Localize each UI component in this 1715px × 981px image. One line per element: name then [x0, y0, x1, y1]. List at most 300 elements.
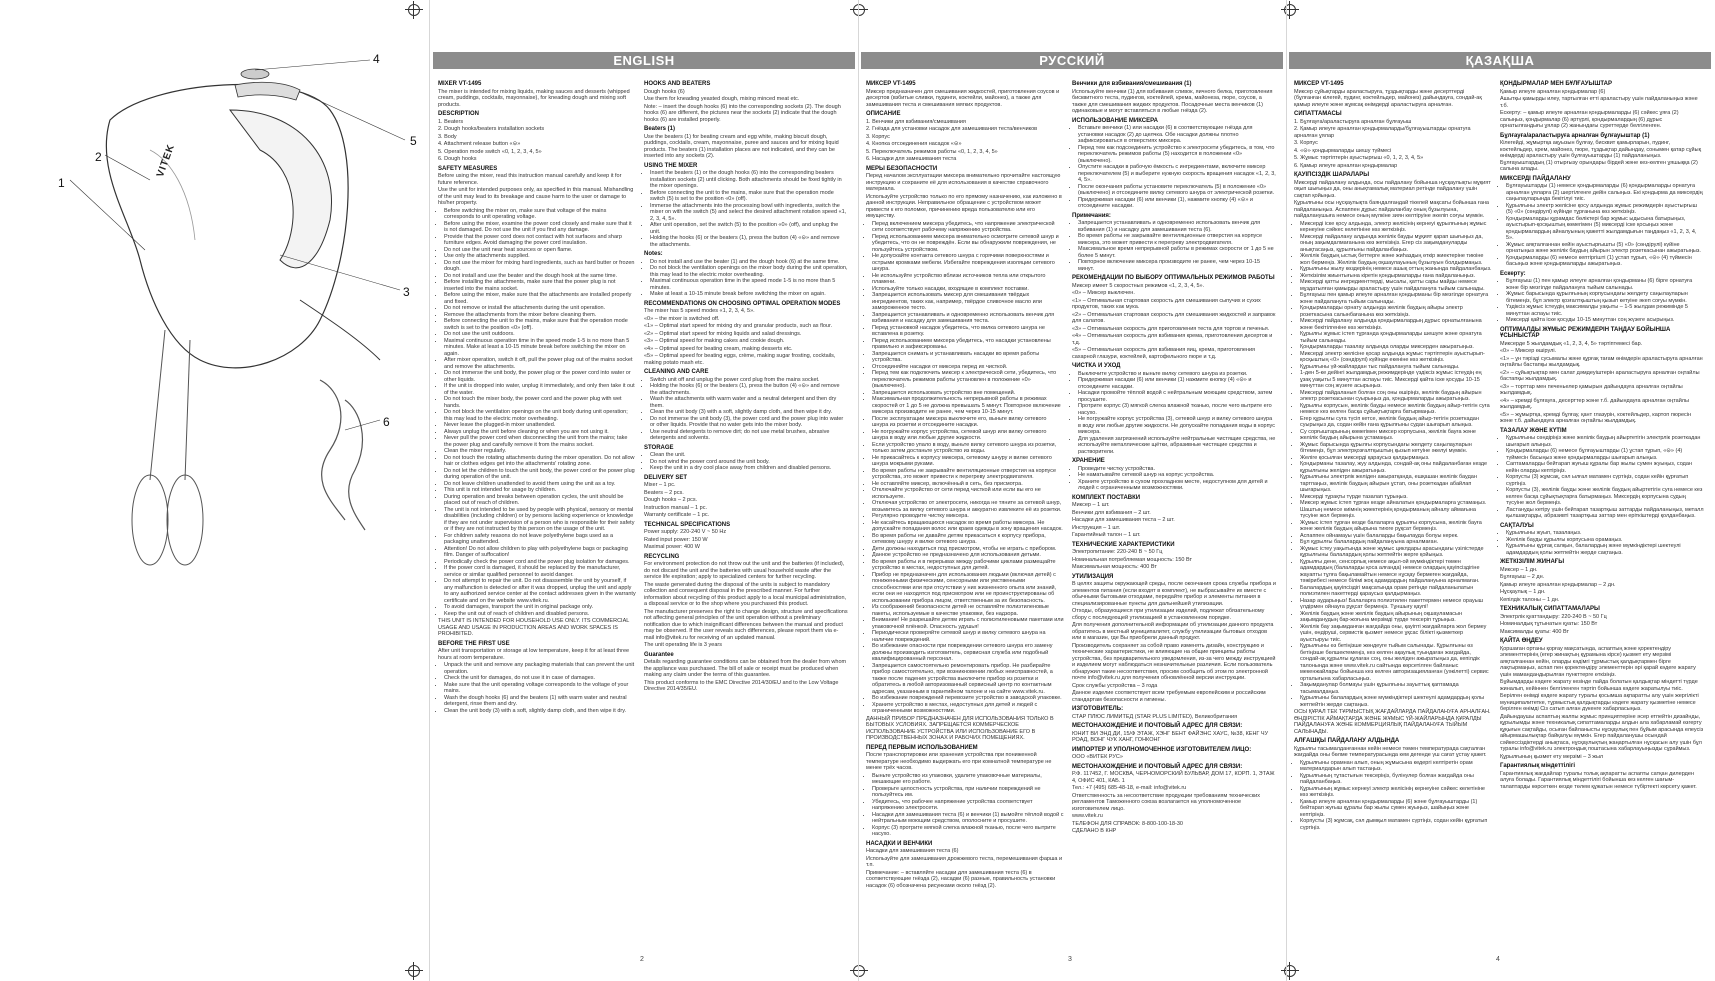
list-item: • Данное устройство не предназначено для использования детьми. — [872, 552, 1064, 559]
list-item: • Clean the unit body (3) with a soft, slightly damp cloth, and then wipe it dry. — [444, 708, 636, 715]
list-item: • Before installing the attachments, make sure that the power plug is not inserted into the mains socket. — [444, 279, 636, 292]
list-item: • Используйте только насадки, входящие в комплект поставки. — [872, 286, 1064, 293]
list-item: • Миксерді электр желісіне қосар алдында жұмыс тәртіптерін ауыстырып-қосқыштың «0» (сөндірулі) күйінде екеніне көз жеткізіңіз. — [1300, 351, 1492, 364]
brand-logo: VITEK — [155, 142, 178, 179]
paragraph: The manufacturer preserves the right to change design, structure and specifications not affecting general principles of the unit operation without a preliminary notification due to which insignificant differences between the manual and product may be observed. If the user reveals such differences, please report them via e-mail info@vitek.ru for receiving of an updated manual. — [644, 608, 848, 641]
list-item: • Switch unit off and unplug the power cord plug from the mains socket. — [650, 377, 848, 384]
list-item: • Перед использованием миксера внимательно осмотрите сетевой шнур и убедитесь, что он не повреждён. Если вы обнаружили повреждения, не пользуйтесь устройством. — [872, 234, 1064, 254]
list-item: • Never leave the plugged-in mixer unattended. — [444, 422, 636, 429]
paragraph: Use the unit for intended purposes only, as specified in this manual. Mishandling of the unit may lead to its breakage and cause harm to the user or damage to his/her property. — [438, 187, 634, 206]
list-item: • Зақымданулар болмауы үшін құрылғыны зауыттық қаптамада тасымалдаңыз. — [1300, 682, 1492, 695]
section-heading: Бұлғауға/араластыруға арналған бұлғауыштар (1) — [1500, 132, 1650, 139]
list-item: • Жеткізілім жиынтығына кіретін қондырмаларды ғана пайдаланыңыз. — [1300, 273, 1492, 280]
paragraph: После транспортировки или хранения устройства при пониженной температуре необходимо выдержать его при комнатной температуре не менее трёх часов. — [866, 752, 1052, 771]
paragraph: The unit operating life is 3 years — [644, 642, 722, 648]
section-heading: Венчики для взбивания/смешивания (1) — [1072, 81, 1192, 87]
list-item: • Do not wind the power cord around the unit body. — [650, 459, 848, 466]
list-item: • Проверьте целостность устройства, при наличии повреждений не пользуйтесь им. — [872, 786, 1064, 799]
bullet-list — [1072, 125, 1276, 210]
list-item: • Құрылғы жұмыс істеп тұрғанда қондырмаларды шешуге және орнатуға тыйым салынады. — [1300, 331, 1492, 344]
section-heading: АЛҒАШҚЫ ПАЙДАЛАНУ АЛДЫНДА — [1294, 738, 1400, 744]
bullet-list — [438, 662, 636, 714]
paragraph: Миксерді пайдалану алдында, осы пайдалану бойынша нұсқаулықты мұқият оқып шығыңыз да, оны анықтамалық материал ретінде пайдалану үшін сақтап қойыңыз. — [1294, 179, 1491, 199]
list-item: • Перед установкой насадок убедитесь, что вилка сетевого шнура не вставлена в розетку. — [872, 325, 1064, 338]
page-number: 2 — [640, 956, 644, 963]
paragraph: «3» – Оптимальная скорость для приготовления теста для тортов и печенья. — [1072, 325, 1270, 332]
paragraph: Тел.: +7 (495) 685-48-18, e-mail: info@vitek.ru — [1072, 785, 1187, 791]
paragraph: Кілегейді, жұмыртқа ақуызын бұлғау, бисквит қамырларын, пудинг, коктейльдер, крем, майонез, пюре, тұздықтар дайындау, сонымен қатар сұйық өнімдерді араластыру үшін бұлғауыштарды (1) пайдаланыңыз. Бұлғауыштардың (1) отырғызу орындары бірдей және кез-келген ұяшыққа (2) салына алады. — [1500, 140, 1701, 172]
paragraph: СДЕЛАНО В КНР — [1072, 828, 1117, 834]
paragraph: 3. Корпус — [866, 133, 890, 140]
paragraph: «5» – Optimal speed for beating eggs, crème, making sugar frosting, cocktails, making potato mash etc. — [644, 353, 836, 366]
paragraph: 5. Operation mode switch «0, 1, 2, 3, 4, 5» — [438, 148, 542, 155]
paragraph: Қамыр илеуге арналған қондырмалар – 2 дн. — [1500, 581, 1616, 588]
list-item: • If the power cord is damaged, it should be replaced by the manufacturer, service or similar qualified personnel to avoid danger. — [444, 565, 636, 578]
list-item: • Before connecting the unit to the mains, make sure that the operation mode switch (5) is set to the position «0» (off). — [650, 190, 848, 203]
list-item: • Remove the attachments from the mixer before cleaning them. — [444, 312, 636, 319]
page-number: 3 — [1068, 956, 1072, 963]
list-item: • Запрещается снимать и устанавливать насадки во время работы устройства. — [872, 351, 1064, 364]
section-heading: Beaters (1) — [644, 126, 676, 132]
list-item: • Clean the unit body (3) with a soft, slightly damp cloth, and then wipe it dry. — [650, 409, 848, 416]
list-item: • Миксерді тұрақты түрде тазалап тұрыңыз. — [1300, 494, 1492, 501]
list-item: • Проведите чистку устройства. — [1078, 466, 1276, 473]
list-item: • Отсоединяйте насадки от миксера перед их чисткой. — [872, 364, 1064, 371]
list-item: • Do not install and use the beater and the dough hook at the same time. — [444, 273, 636, 280]
paragraph: Для получения дополнительной информации об утилизации данного продукта обратитесь в местный муниципалитет, службу утилизации бытовых отходов или в магазин, где Вы приобрели данный продукт. — [1072, 622, 1274, 641]
list-item: • Attention! Do not allow children to play with polyethylene bags or packaging film. Danger of suffocation! — [444, 546, 636, 559]
paragraph: 5. Переключатель режимов работы «0, 1, 2, 3, 4, 5» — [866, 148, 998, 155]
list-item: • To avoid damages, transport the unit in original package only. — [444, 604, 636, 611]
paragraph: 4. Attachment release button «⊝» — [438, 141, 521, 147]
list-item: • Қондырманы тазалау, жуу алдында, сондай-ақ оны пайдаланбаған кезде құрылғыны желіден ажыратыңыз. — [1300, 461, 1492, 474]
list-item: • Придерживая насадки (6) или венчики (1), нажмите кнопку (4) «⊝» и отсоедините насадки. — [1078, 197, 1276, 210]
list-item: • Бұлғауыш пен қамыр илеуге арналған қондырманы бір мезгілде орнатуға және пайдалануға тыйым салынады. — [1300, 292, 1492, 305]
paragraph: www.vitek.ru — [1072, 813, 1103, 819]
paragraph: Используйте устройство только по его прямому назначению, как изложено в данной инструкции. Неправильное обращение с устройством может привести к его поломке, причинению вреда пользователю или его имуществу. — [866, 193, 1062, 219]
paragraph: The mixer is intended for mixing liquids, making sauces and desserts (whipped cream, puddings, cocktails, mayonnaise), for kneading dough and mixing soft products. — [438, 88, 630, 108]
paragraph: Производитель сохраняет за собой право изменять дизайн, конструкцию и технические характеристики, не влияющие на общие принципы работы устройства, без предварительного уведомления, из-за чего между инструкцией и изделием могут наблюдаться незначительные различия. Если пользователь обнаружил такие несоответствия, просим сообщить об этом по электронной почте info@vitek.ru для получения обновлённой версии инструкции. — [1072, 642, 1276, 681]
list-item: • Перед тем как подсоединить устройство к электросети убедитесь, в том, что переключатель режимов работы (5) находится в положении «0» (выключено). — [1078, 145, 1276, 165]
list-item: • Убедитесь, что рабочее напряжение устройства соответствует напряжению электросети. — [872, 799, 1064, 812]
section-heading: ЖЕТКІЗІЛІМ ЖИНАҒЫ — [1500, 559, 1565, 565]
list-item: • Құрылғыны жуып, тазалаңыз. — [1506, 530, 1704, 537]
list-item: • For children safety reasons do not leave polyethylene bags used as a packaging unattended. — [444, 533, 636, 546]
list-item: • Миксерді пайдалану алдында желілік бауды мұқият қарап шығыңыз да, оның зақымдалмағанына көз жеткізіңіз. Егер сіз зақымдануларды анықтасаңыз, құрылғыны пайдаланбаңыз. — [1300, 234, 1492, 254]
section-heading: НАСАДКИ И ВЕНЧИКИ — [866, 840, 933, 847]
bullet-list — [1072, 371, 1276, 456]
list-item: • Во избежание повреждений перевозите устройство в заводской упаковке. — [872, 695, 1064, 702]
paragraph: Миксер имеет 5 скоростных режимов «1, 2, 3, 4, 5». — [1072, 282, 1205, 289]
paragraph: «4» – Optimal speed for beating cream, making desserts etc. — [644, 345, 793, 352]
paragraph: «3» – торттар мен печеньелер қамырын дайындауға арналған оңтайлы жылдамдық. — [1500, 383, 1683, 396]
paragraph: Электропитание: 220-240 В ~ 50 Гц — [1072, 549, 1163, 555]
list-item: • Clean the unit. — [650, 452, 848, 459]
list-item: • Желілік бау зақымданған жағдайда оны, қауіпті жағдайларға жол бермеу үшін, өндіруші, сервистік қызмет немесе ұқсас білікті қызметкер ауыстыруы тиіс. — [1300, 624, 1492, 644]
paragraph: Данное изделие соответствует всем требуемым европейским и российским стандартам безопасности и гигиены. — [1072, 690, 1266, 703]
list-item: • Құрылғы корпусын, желілік бауды немесе желілік баудың айыр-тетігін суға немесе кез келген басқа сұйықтықтарға батырмаңыз. — [1300, 403, 1492, 416]
list-item: • Желілік баудың және желілік баудың айырының оқшауламасын зақымданудың бар-жоғына мерзімді түрде тексеріп тұрыңыз. — [1300, 611, 1492, 624]
section-heading: СИПАТТАМАСЫ — [1294, 111, 1342, 117]
list-item: • Регулярно проводите чистку миксера. — [872, 513, 1064, 520]
section-heading: Guarantee — [644, 651, 674, 658]
paragraph: Миксер предназначен для смешивания жидкостей, приготовления соусов и десертов (взбитые сливки, пудинги, коктейли, майонез), а также для замешивания теста и смешивания мягких продуктов. — [866, 88, 1060, 108]
list-item: • Отключая устройство от электросети, никогда не тяните за сетевой шнур, возьмитесь за вилку сетевого шнура и аккуратно извлеките её из розетки. — [872, 500, 1064, 513]
list-item: • Құрылғыны электр желісіне қосу алдында жұмыс режимдерін ауыстырғыш (5) «0» (сөндірулі) күйінде тұрғанына көз жеткізіңіз. — [1506, 203, 1704, 216]
list-item: • Do not let the children to touch the unit body, the power cord or the power plug during operation of the unit. — [444, 468, 636, 481]
paragraph: Используйте венчики (1) для взбивания сливок, яичного белка, приготовления бисквитного теста, пудингов, коктейлей, крема, майонеза, пюре, соусов, а также для смешивания жидких продуктов. Посадочные места венчиков (1) одинаковые и могут вставляться в любые гнёзда (2). — [1072, 88, 1273, 114]
section-heading: КОМПЛЕКТ ПОСТАВКИ — [1072, 494, 1141, 501]
list-item: • Құрылғыны үй-жайлардан тыс пайдалануға тыйым салынады. — [1300, 364, 1492, 371]
list-item: • Вставьте венчики (1) или насадки (6) в соответствующие гнёзда для установки насадок (2) до щелчка. Обе насадки должны плотно зафиксироваться в отверстиях миксера. — [1078, 125, 1276, 145]
list-item: • Бұлғауыштарды (1) немесе қондырмаларды (6) қондырмаларды орнатуға арналған ұяларға (2) шертілгенге дейін салыңыз. Екі қондырма да миксердің саңылауларында бекітілуі тиіс. — [1506, 183, 1704, 203]
list-item: • Егер құрылғы суға түсіп кетсе, желілік баудың айыр-тетігін розеткадан суырыңыз да, содан кейін ғана құрылғыны судан шығарып алыңыз. — [1300, 416, 1492, 429]
section-heading: РЕКОМЕНДАЦИИ ПО ВЫБОРУ ОПТИМАЛЬНЫХ РЕЖИМОВ РАБОТЫ — [1072, 275, 1275, 281]
list-item: • Саптамаларды бейтарап жуғыш құралы бар жылы сумен жуыңыз, содан кейін оларды кептіріңіз. — [1506, 461, 1704, 474]
list-item: • Насадки для замешивания теста (6) и венчики (1) вымойте тёплой водой с нейтральным моющим средством, ополосните и просушите. — [872, 812, 1064, 825]
list-item: • Құрылғының тұтастығын тексеріңіз, бүлінулер болған жағдайда оны пайдаланбаңыз. — [1300, 773, 1492, 786]
bullet-list — [866, 773, 1064, 838]
section-heading: ЧИСТКА И УХОД — [1072, 363, 1121, 369]
list-item: • This unit is not intended for usage by children. — [444, 487, 636, 494]
page-english — [430, 0, 858, 981]
paragraph: ТЕЛЕФОН ДЛЯ СПРАВОК: 8-800-100-18-30 — [1072, 820, 1183, 827]
list-item: • Қондырмаларды тазалау алдында оларды миксерден ажыратыңыз. — [1300, 344, 1492, 351]
list-item: • Do not remove or install the attachments during the unit operation. — [444, 305, 636, 312]
list-item: • Су сорғыштарының көмегімен миксер корпусына, желілік бауға және желілік баудың айырына ұстамаңыз. — [1300, 429, 1492, 442]
paragraph: «5» – Оптимальная скорость для взбивания яиц, крема, приготовления сахарной глазури, коктейлей, картофельного пюре и т.д. — [1072, 347, 1255, 360]
list-item: • Құрылғыны сөндіріңіз және желілік баудың айыртетігін электрлік розеткадан шығарып алыңыз. — [1506, 435, 1704, 448]
section-heading: ТЕХНИКАЛЫҚ СИПАТТАМАЛАРЫ — [1500, 606, 1600, 612]
list-item: • Make at least a 10-15 minute break before switching the mixer on again. — [650, 291, 848, 298]
section-heading: ИЗГОТОВИТЕЛЬ: — [1072, 706, 1124, 712]
paragraph: 6. Қамыр илеуге арналған қондырмалар — [1294, 162, 1398, 169]
list-item: • Желіге қосылған миксерді қараусыз қалдырмаңыз. — [1300, 455, 1492, 462]
paragraph: THIS UNIT IS INTENDED FOR HOUSEHOLD USE ONLY. ITS COMMERCIAL USAGE AND USAGE IN PRODUCTION AREAS AND WORK SPACES IS PROHIBITED. — [438, 618, 630, 637]
callout-6: 6 — [383, 415, 390, 429]
list-item: • Храните устройство в сухом прохладном месте, недоступном для детей и людей с ограниченными возможностями. — [1078, 479, 1276, 492]
bullet-list — [1072, 220, 1276, 272]
list-item: • Before switching the mixer on, make sure that voltage of the mains corresponds to unit operating voltage. — [444, 208, 636, 221]
paragraph: 6. Насадки для замешивания теста — [866, 156, 957, 162]
list-item: • Before using the mixer, make sure that the attachments are installed properly and fixed. — [444, 292, 636, 305]
list-item: • Құрылғыны электрлік желіден ажыратқанда, ешқашан желілік баудан тартпаңыз, желілік баудың айырын ұстап, оны розеткадан абайлап шығарыңыз. — [1300, 474, 1492, 494]
paragraph: Power supply: 220-240 V ~ 50 Hz — [644, 529, 727, 535]
section-heading: ҚАУІПСІЗДІК ШАРАЛАРЫ — [1294, 172, 1370, 178]
list-item: • Повторное включение миксера производите не ранее, чем через 10-15 минут. — [1078, 259, 1276, 272]
paragraph: Mixer – 1 pc. — [644, 482, 676, 488]
list-item: • Отключайте устройство от сети перед чисткой или если вы его не используете. — [872, 487, 1064, 500]
paragraph: Қамыр илеуге арналған қондырмалар (6) — [1500, 88, 1606, 95]
list-item: • Запрещается устанавливать и одновременно использовать венчик для взбивания (1) и насадку для замешивания теста (6). — [1078, 220, 1276, 233]
list-item: • Во время работы не закрывайте вентиляционные отверстия на корпусе миксера, это может привести к перегреву электродвигателя. — [1078, 233, 1276, 246]
section-heading: CLEANING AND CARE — [644, 369, 709, 375]
paragraph: Ашытқы қамырды илеу, тартылған етті араластыру үшін пайдаланыңыз және т.б. — [1500, 96, 1698, 109]
list-item: • Wash the dough hooks (6) and the beaters (1) with warm water and neutral detergent, rinse them and dry. — [444, 695, 636, 708]
list-item: • Насадки промойте тёплой водой с нейтральным моющим средством, затем просушите. — [1078, 390, 1276, 403]
bullet-list — [438, 208, 636, 618]
list-item: • Бұлғауыш (1) пен қамыр илеуге арналған қондырманы (6) бірге орнатуға және бір мезгілде пайдалануға тыйым салынады. — [1506, 278, 1704, 291]
list-item: • Қондырмаларды орнату алдында желілік баудың айыры электр розеткасына салынбағанына көз жеткізіңіз. — [1300, 305, 1492, 318]
paragraph: The waste generated during the disposal of the units is subject to mandatory collection and consequent disposal in the prescribed manner. For further information about recycling of this product apply to a local municipal administration, a disposal service or to the shop where you purchased this product. — [644, 581, 847, 607]
list-item: • Never pull the power cord when disconnecting the unit from the mains; take the power plug and carefully remove it from the mains socket. — [444, 435, 636, 448]
list-item: • Максимальное время непрерывной работы в режимах скорости от 1 до 5 не более 5 минут. — [1078, 246, 1276, 259]
list-item: • Миксерді пайдаланып болған соң оны өшіріңіз, желілік баудың айырын электр розеткасынан суырыңыз да, қондырмаларды ажыратыңыз. — [1300, 390, 1492, 403]
bullet-list — [644, 452, 848, 472]
list-item: • Provide that the power cord does not contact with hot surfaces and sharp furniture edges. Avoid damaging the power cord insulation. — [444, 234, 636, 247]
paragraph: Кепілдік талоны – 1 дн. — [1500, 596, 1560, 603]
language-banner: ҚАЗАҚША — [1289, 52, 1711, 69]
language-banner: РУССКИЙ — [861, 52, 1283, 69]
text-column-left — [438, 78, 636, 715]
list-item: • Если устройство упало в воду, выньте вилку сетевого шнура из розетки, только затем достаньте устройство из воды. — [872, 442, 1064, 455]
list-item: • Always unplug the unit before cleaning or when you are not using it. — [444, 429, 636, 436]
section-heading: STORAGE — [644, 444, 674, 451]
callout-4: 4 — [373, 52, 380, 66]
paragraph: 4. «⊝» қондырмаларды шешу түймесі — [1294, 147, 1392, 154]
section-heading: HOOKS AND BEATERS — [644, 81, 711, 87]
list-item: • Периодически проверяйте сетевой шнур и вилку сетевого шнура на наличие повреждений. — [872, 630, 1064, 643]
list-item: • Прибор не предназначен для использования людьми (включая детей) с пониженными физическими, сенсорными или умственными способностями или при отсутствии у них жизненного опыта или знаний, если они не находятся под присмотром или не проинструктированы об использовании прибора лицом, ответственным за их безопасность. — [872, 572, 1064, 605]
section-heading: BEFORE THE FIRST USE — [438, 640, 510, 647]
list-item: • Во время работы не закрывайте вентиляционные отверстия на корпусе устройства, это может привести к перегреву электродвигателя. — [872, 468, 1064, 481]
list-item: • Не используйте устройство вблизи источников тепла или открытого пламени. — [872, 273, 1064, 286]
list-item: • 1-ден 5-ке дейінгі жылдамдық режимдерінде үздіксіз жұмыс істеудің ең ұзақ уақыты 5 минуттан аспауы тиіс. Миксерді қайта іске қосуды 10-15 минуттан соң жүзеге асырыңыз. — [1300, 370, 1492, 390]
list-item: • Use only the attachments supplied. — [444, 253, 636, 260]
list-item: • Во избежание опасности при повреждении сетевого шнура его замену должны производить изготовитель, сервисная служба или подобный квалифицированный персонал. — [872, 643, 1064, 663]
paragraph: «4» – Оптимальная скорость для взбивания крема, приготовления десертов и т.д. — [1072, 333, 1273, 346]
section-heading: Гарантиялық міндеттілігі — [1500, 763, 1576, 769]
list-item: • Жұмыс істеу уақытында және жұмыс циклдары арасындағы үзілістерде құрылғыны балалардың қолы жетпейтін жерге қойыңыз. — [1300, 546, 1492, 559]
paragraph: ДАННЫЙ ПРИБОР ПРЕДНАЗНАЧЕН ДЛЯ ИСПОЛЬЗОВАНИЯ ТОЛЬКО В БЫТОВЫХ УСЛОВИЯХ. ЗАПРЕЩАЕТСЯ КОММЕРЧЕСКОЕ ИСПОЛЬЗОВАНИЕ УСТРОЙСТВА ИЛИ ИСПОЛЬЗОВАНИЕ ЕГО В ПРОИЗВОДСТВЕННЫХ ЗОНАХ И РАБОЧИХ ПОМЕЩЕНИЯХ. — [866, 715, 1054, 741]
callout-1: 1 — [58, 176, 65, 190]
mixer-illustration — [0, 0, 430, 981]
list-item: • Do not use the unit outdoors. — [444, 331, 636, 338]
list-item: • Do not immerse the unit body (3), the power cord and the power plug into water or other liquids. Provide that no water gets into the mixer body. — [650, 416, 848, 429]
list-item: • The unit is not intended to be used by people with physical, sensory or mental disabilities (including children) or by persons lacking experience or knowledge if they are not under supervision of a person who is responsible for their safety or if they are not instructed by this person on the usage of the unit. — [444, 507, 636, 533]
paragraph: «3» – Optimal speed for making cakes and cookie dough. — [644, 338, 785, 344]
section-heading: ХРАНЕНИЕ — [1072, 458, 1105, 464]
list-item: • Do not use the mixer for mixing hard ingredients, such as hard butter or frozen dough. — [444, 260, 636, 273]
section-heading: ПЕРЕД ПЕРВЫМ ИСПОЛЬЗОВАНИЕМ — [866, 744, 978, 751]
paragraph: Құрылғыны осы нұсқаулықта баяндалғандай тікелей мақсаты бойынша ғана пайдаланыңыз. Аспаппен дұрыс пайдаланбау оның бұзылуына, пайдаланушыға немесе оның мүлкіне зиян келтіруіне әкеліп соғуы мүмкін. — [1294, 200, 1489, 219]
list-item: • Insert the beaters (1) or the dough hooks (6) into the corresponding beaters installation sockets (2) until clicking. Both attachments should be fixed tightly in the mixer openings. — [650, 170, 848, 190]
list-item: • Дети должны находиться под присмотром, чтобы не играть с прибором. — [872, 546, 1064, 553]
section-heading: САҚТАЛУЫ — [1500, 522, 1534, 529]
section-heading: ҚОНДЫРМАЛАР МЕН БҰЛҒАУЫШТАР — [1500, 81, 1612, 87]
list-item: • Аспаппен ойнамауы үшін балаларды бақылауда болуы керек. — [1300, 533, 1492, 540]
section-heading: ҚАЙТА ӨҢДЕУ — [1500, 638, 1543, 644]
section-heading: RECOMMENDATIONS ON CHOOSING OPTIMAL OPERATION MODES — [644, 300, 841, 307]
list-item: • Не наматывайте сетевой шнур на корпус устройства. — [1078, 472, 1276, 479]
paragraph: «2» – Оптимальная стартовая скорость для смешивания жидкостей и заправок для салатов. — [1072, 311, 1276, 324]
text-column-right — [1072, 78, 1276, 836]
list-item: • Корпусты (3) жұмсақ, сәл дымқыл матамен сүртіңіз, содан кейін құрғатып сүртіңіз. — [1300, 818, 1492, 831]
paragraph: Бұлғауыш – 2 дн. — [1500, 574, 1545, 580]
list-item: • Keep the unit in a dry cool place away from children and disabled persons. — [650, 465, 848, 472]
list-item: • Опустите насадки в рабочую ёмкость с ингредиентами, включите миксер переключателем (5) и выберите нужную скорость вращения насадок «1, 2, 3, 4, 5». — [1078, 164, 1276, 184]
list-item: • Храните устройство в местах, недоступных для детей и людей с ограниченными возможностями. — [872, 702, 1064, 715]
paragraph: Ответственность за несоответствие продукции требованиям технических регламентов Таможенного союза возлагается на уполномоченное изготовителем лицо. — [1072, 792, 1260, 812]
bullet-list — [1294, 760, 1492, 832]
list-item: • Жұмыс барысында құрылғының корпусындағы желдету саңылауларын бітемеңіз, бұл электр қозғалтқыштың қызып кетуіне әкеп соғуы мүмкін. — [1506, 291, 1704, 304]
list-item: • Корпусты (3), желілік бауды және желілік баудың айыртетігін суға немесе кез келген басқа сұйықтықтарға батырмаңыз. Миксердің корпусына судың түсуіне жол бермеңіз. — [1506, 487, 1704, 507]
list-item: • Clean the mixer regularly. — [444, 448, 636, 455]
paragraph: Максималды қуаты: 400 Вт — [1500, 628, 1570, 635]
paragraph: Миксер сұйықтарды араластыруға, тұздықтарды және десерттерді (бұлғанған кілегей, пудинг, коктейльдер, майонез) дайындауға, сондай-ақ қамыр илеуге және жұмсақ өнімдерді араластыруға арналған. — [1294, 88, 1482, 108]
list-item: • Қондырмаларды (6) немесе бұлғауыштарды (1) ұстап тұрып, «⊝» (4) түймесін басыңыз және қондырмаларды шығарып алыңыз. — [1506, 448, 1704, 461]
section-heading: МЕСТОНАХОЖДЕНИЕ И ПОЧТОВЫЙ АДРЕС ДЛЯ СВЯЗИ: — [1072, 723, 1243, 729]
list-item: • Check the unit for damages, do not use it in case of damages. — [444, 675, 636, 682]
list-item: • Не допускайте контакта сетевого шнура с горячими поверхностями и острыми кромками мебели. Избегайте повреждения изоляции сетевого шнура. — [872, 253, 1064, 273]
language-banner: ENGLISH — [433, 52, 855, 69]
list-item: • После эксплуатации миксера выключите его, выньте вилку сетевого шнура из розетки и отсоедините насадки. — [872, 416, 1064, 429]
bullet-list — [866, 221, 1064, 715]
paragraph: Срок службы устройства – 3 года — [1072, 682, 1158, 689]
list-item: • Миксер жұмыс істеп тұрған кезде айналатын қондырмаларға ұстамаңыз. Шаштың немесе киімнің жиектерінің қондырманың айналу аймағына түсуіне жол бермеңіз. — [1300, 500, 1492, 520]
paragraph: Dough hooks (6) — [644, 88, 685, 95]
list-item: • Maximal continuous operation time in the speed mode 1-5 is no more than 5 minutes. — [650, 278, 848, 291]
callout-2: 2 — [95, 150, 102, 164]
page-kazakh — [1286, 0, 1715, 981]
list-item: • Holding the hooks (6) or the beaters (1), press the button (4) «⊝» and remove the attachments. — [650, 235, 848, 248]
paragraph: Миксерде 5 жылдамдық «1, 2, 3, 4, 5» тәртіптемесі бар. — [1500, 340, 1643, 347]
section-heading: MIXER VT-1495 — [438, 81, 482, 87]
paragraph: 1. Beaters — [438, 118, 464, 125]
paragraph: ЮНИТ ВИ ЭНД ДИ, 15/Ф ЭТАЖ, ХЭНГ БЕНТ ФАЙЭНС ХАУС, №38, КЕНГ ЧУ РОАД, ВОНГ ЧУК ХАНГ, ГОНКОНГ — [1072, 730, 1269, 743]
list-item: • Make sure that the unit operating voltage corresponds to the voltage of your mains. — [444, 682, 636, 695]
paragraph: Берілген өнімді кәдеге жарату туралы қосымша ақпаратты алу үшін жергілікті муниципалитетке, тұрмыстық қалдықтарды кәдеге жарату қызметіне немесе берілген өнімді Сіз сатып алған дүкенге хабарласыңыз. — [1500, 693, 1699, 712]
paragraph: СТАР ПЛЮС ЛИМИТЕД (STAR PLUS LIMITED), Великобритания — [1072, 713, 1238, 720]
list-item: • Use neutral detergents to remove dirt; do not use metal brushes, abrasive detergents and solvents. — [650, 429, 848, 442]
text-column-left — [866, 78, 1064, 890]
list-item: • Қондырмаларды құрамдас бөліктері бар жұмыс ыдысына батырыңыз, ауыстырып-қосқыштың көмегімен (5) миксерді іске қосыңыз және қондырмалардың айналуының қажетті жылдамдығын таңдаңыз «1, 2, 3, 4, 5». — [1506, 216, 1704, 242]
list-item: • After mixer operation, switch it off, pull the power plug out of the mains socket and remove the attachments. — [444, 357, 636, 370]
list-item: • Do not touch the mixer body, the power cord and the power plug with wet hands. — [444, 396, 636, 409]
paragraph: After unit transportation or storage at low temperature, keep it for at least three hours at room temperature. — [438, 648, 630, 661]
paragraph: Note: – insert the dough hooks (6) into the corresponding sockets (2). The dough hooks (6) are different, the pictures near the sockets (2) indicate that the dough hooks (6) are installed properly. — [644, 103, 841, 123]
list-item: • Миксерді іске қосу алдында, электр желісінің кернеуі құрылғының жұмыс кернеуіне сәйкес келетініне көз жеткізіңіз. — [1300, 221, 1492, 234]
list-item: • Құрылғыны өз бетіңізше жөндеуге тыйым салынады. Құрылғыны өз бетіңізше бөлшектемеңіз, кез келген ақаулық туындаған жағдайда, сондай-ақ құрылғы құлаған соң, оны желіден ажыратыңыз да, кепілдік талонында және www.vitek.ru сайтында көрсетілген байланыс мекенжайлары бойынша кез келген авторизацияланған (уәкілетті) сервис орталығына хабарласыңыз. — [1300, 643, 1492, 682]
list-item: • Do not install and use the beater (1) and the dough hook (6) at the same time. — [650, 259, 848, 266]
paragraph: 2. Dough hooks/beaters installation sockets — [438, 126, 545, 132]
section-heading: МИКСЕР VT-1495 — [866, 81, 916, 87]
list-item: • Do not attempt to repair the unit. Do not disassemble the unit by yourself, if any malfunction is detected or after it was dropped, unplug the unit and apply to any authorized service center at the contact addresses given in the warranty certificate and on the website www.vitek.ru. — [444, 578, 636, 604]
paragraph: Ескерту: – қамыр илеуге арналған қондырмаларды (6) сәйкес ұяға (2) салыңыз, қондырмалар (6) әртүрлі, қондырмалардың (6) дұрыс орнатылғандығы ұялар (2) жанындағы суреттерде белгіленген. — [1500, 110, 1679, 129]
list-item: • Жұмыс істеп тұрған кезде балаларға құрылғы корпусына, желілік бауға және желілік баудың айырына тиюге рұқсат бермеңіз. — [1300, 520, 1492, 533]
paragraph: Р.Ф. 117452, Г. МОСКВА, ЧЕРНОМОРСКИЙ БУЛЬВАР, ДОМ 17, КОРП. 1, ЭТАЖ 4, ОФИС 401, КАБ. 1 — [1072, 771, 1275, 784]
paragraph: 3. Корпус — [1294, 140, 1318, 146]
list-item: • Құрылғының жұмыс кернеуі электр желісінің кернеуіне сәйкес келетініне көз жеткізіңіз. — [1300, 786, 1492, 799]
section-heading: МИКСЕРДІ ПАЙДАЛАНУ — [1500, 175, 1571, 182]
list-item: • Құрылғыны балалардың және мүмкіндіктері шектеулі адамдардың қолы жетпейтін жерде сақтаңыз. — [1300, 695, 1492, 708]
paragraph: «5» – жұмыртқа, кремді бұлғау, қант глазурін, коктейльдер, картоп пюресін және т.б. дайындауға арналған оңтайлы жылдамдық. — [1500, 411, 1692, 424]
bullet-list — [644, 377, 848, 442]
paragraph: Дайындаушы аспаптың жалпы жұмыс принциптеріне әсер етпейтін дизайнды, құрылымды және техникалық сипаттамаларды алдын ала хабарламай өзгерту құқығын сақтайды, осыған байланысты нұсқаулық пен бұйым арасында елеусіз айырмашылықтар байқалуы мүмкін. Егер пайдаланушы осындай сәйкессіздіктерді анықтаса, нұсқаулықтың жаңартылған нұсқасын алу үшін бұл туралы info@vitek.ru электрондық поштасына хабарлауыңызды сұраймыз. — [1500, 713, 1704, 752]
list-item: • Максимальная продолжительность непрерывной работы в режимах скоростей от 1 до 5 не должна превышать 5 минут. Повторное включение миксера производите не ранее, чем через 10-15 минут. — [872, 396, 1064, 416]
list-item: • Құрылғы дене, сенсорлық немесе ақыл-ой мүмкіндіктері төмен адамдардың (балаларды қоса алғанда) немесе олардың қауіпсіздігіне жауапты тұлға бақыламайтын немесе нұсқау бермеген жағдайда, тәжірибесі немесе білімі жоқ адамдардың пайдалануына арналмаған. — [1300, 559, 1492, 585]
paragraph: 3. Body — [438, 133, 457, 140]
bullet-list — [1500, 530, 1704, 556]
list-item: • Миксерді қайта іске қосуды 10-15 минуттан соң жүзеге асырыңыз. — [1506, 317, 1704, 324]
paragraph: Гарантиялық жағдайлар туралы толық ақпаратты аспапты сатқан дилерден алуға болады. Гарантиялық міндеттілігі бойынша кез келген шағым-талаптарды көрсеткен кезде төлем құжатын немесе түбіртекті көрсету қажет. — [1500, 770, 1697, 790]
paragraph: «0» – the mixer is switched off. — [644, 315, 720, 322]
paragraph: Use them for kneading yeasted dough, mixing minced meat etc. — [644, 96, 800, 102]
list-item: • Before connecting the unit to the mains, make sure that the operation mode switch is set to the position «0» (off). — [444, 318, 636, 331]
list-item: • Перед включением миксера убедитесь, что напряжение электрической сети соответствует рабочему напряжению устройства. — [872, 221, 1064, 234]
list-item: • Periodically check the power cord and the power plug isolation for damages. — [444, 559, 636, 566]
paragraph: 1. Венчики для взбивания/смешивания — [866, 118, 966, 125]
list-item: • Запрещается устанавливать и одновременно использовать венчик для взбивания и насадку для замешивания теста. — [872, 312, 1064, 325]
list-item: • Wash the attachments with warm water and a neutral detergent and then dry them. — [650, 396, 848, 409]
section-heading: ОПТИМАЛДЫ ЖҰМЫС РЕЖИМДЕРІН ТАҢДАУ БОЙЫНША ҰСЫНЫСТАР — [1500, 326, 1671, 339]
section-heading: SAFETY MEASURES — [438, 165, 498, 172]
paragraph: 2. Гнёзда для установки насадок для замешивания теста/венчиков — [866, 126, 1038, 132]
bullet-list — [1500, 278, 1704, 324]
paragraph: «1» – ұн тәрізді сусымалы және құрғақ тағам өнімдерін араластыруға арналған оңтайлы бастапқы жылдамдық. — [1500, 355, 1703, 368]
section-heading: ОПИСАНИЕ — [866, 111, 901, 117]
page-illustration — [0, 0, 430, 981]
list-item: • Ластануды кетіру үшін бейтарап тазартқыш заттарды пайдаланыңыз, металл қылшақтарды, абразивті тазартқыш заттар мен еріткіштерді қолданбаңыз. — [1506, 507, 1704, 520]
list-item: • Перед использованием миксера убедитесь, что насадки установлены правильно и зафиксированы. — [872, 338, 1064, 351]
list-item: • Do not use the unit near heat sources or open flame. — [444, 247, 636, 254]
paragraph: «2» – Optimal start speed for mixing liquids and salad dressings. — [644, 330, 802, 337]
list-item: • Immerse the attachments into the processing bowl with ingredients, switch the mixer on with the switch (5) and select the desired attachment rotation speed «1, 2, 3, 4, 5». — [650, 203, 848, 223]
paragraph: «0» – Миксер өшірулі. — [1500, 348, 1557, 354]
list-item: • Во время работы не давайте детям прикасаться к корпусу прибора, сетевому шнуру и вилке сетевого шнура. — [872, 533, 1064, 546]
list-item: • Holding the hooks (6) or the beaters (1), press the button (4) «⊝» and remove the attachments. — [650, 383, 848, 396]
paragraph: Номиналдық тұтынатын қуаты: 150 Вт — [1500, 621, 1598, 627]
list-item: • Запрещается использовать устройство вне помещений. — [872, 390, 1064, 397]
list-item: • Протрите корпус (3) мягкой слегка влажной тканью, после чего вытрите его насухо. — [1078, 403, 1276, 416]
paragraph: ОСЫ ҚҰРАЛ ТЕК ТҰРМЫСТЫҚ ЖАҒДАЙЛАРДА ПАЙДАЛАНУҒА АРНАЛҒАН. ӨНДІРІСТІК АЙМАҚТАРДА ЖӘНЕ ЖҰМЫС ҮЙ-ЖАЙЛАРЫНДА ҚҰРАЛДЫ ПАЙДАЛАНУҒА ЖӘНЕ КОММЕРЦИЯЛЫҚ ПАЙДАЛАНУҒА ТЫЙЫМ САЛЫНАДЫ. — [1294, 709, 1491, 735]
paragraph: Электрлік қуаттандыру: 220-240 В ~ 50 Гц — [1500, 613, 1607, 620]
list-item: • Жұмыс аяқталғаннан кейін ауыстырғышты (5) «0» (сөндірулі) күйіне орнатыңыз және желілік баудың айырын электр розеткасынан ажыратыңыз. — [1506, 242, 1704, 255]
section-heading: УТИЛИЗАЦИЯ — [1072, 573, 1114, 580]
list-item: • If the unit is dropped into water, unplug it immediately, and only then take it out of the water. — [444, 383, 636, 396]
list-item: • Корпус (3) протрите мягкой слегка влажной тканью, после чего вытрите насухо. — [872, 825, 1064, 838]
section-heading: DESCRIPTION — [438, 111, 480, 117]
list-item: • Do not touch the rotating attachments during the mixer operation. Do not allow hair or clothes edges get into the attachments' rotating zone. — [444, 455, 636, 468]
bullet-list — [1500, 183, 1704, 268]
page-number: 4 — [1496, 956, 1500, 963]
list-item: • During operation and breaks between operation cycles, the unit should be placed out of reach of children. — [444, 494, 636, 507]
list-item: • Запрещается использовать миксер для смешивания твёрдых ингредиентов, таких как, например, твёрдое сливочное масло или замороженное тесто. — [872, 292, 1064, 312]
list-item: • Желілік баудың ыстық беттерге және жиһаздың өткір жиектеріне тиюіне жол бермеңіз. Желілік баудың оқшаулауының бұзылуын болдырмаңыз. — [1300, 253, 1492, 266]
list-item: • После окончания работы установите переключатель (5) в положение «0» (выключено) и отсоедините вилку сетевого шнура от электрической розетки. — [1078, 184, 1276, 197]
paragraph: 1. Бұлғауға/араластыруға арналған бұлғауыш — [1294, 118, 1412, 125]
bullet-list — [644, 170, 848, 248]
section-heading: ИМПОРТЕР И УПОЛНОМОЧЕННОЕ ИЗГОТОВИТЕЛЕМ ЛИЦО: — [1072, 746, 1252, 753]
paragraph: Құрылғының қызмет ету мерзімі – 3 жыл — [1500, 753, 1604, 760]
paragraph: 5. Жұмыс тәртіптерін ауыстырғыш «0, 1, 2, 3, 4, 5» — [1294, 155, 1424, 161]
paragraph: Перед началом эксплуатации миксера внимательно прочитайте настоящую инструкцию и сохраните её для использования в качестве справочного материала. — [866, 173, 1061, 192]
list-item: • Қамыр илеуге арналған қондырмаларды (6) және бұлғауыштарды (1) бейтарап жуғыш құралы бар жылы сумен жуыңыз, шайыңыз және кептіріңіз. — [1300, 799, 1492, 819]
list-item: • Для удаления загрязнений используйте нейтральные чистящие средства, не используйте металлические щётки, абразивные чистящие средства и растворители. — [1078, 436, 1276, 456]
paragraph: ООО «ВИТЕК РУС» — [1072, 754, 1123, 760]
list-item: • Не погружайте корпус устройства, сетевой шнур или вилку сетевого шнура в воду или любые другие жидкости. — [872, 429, 1064, 442]
paragraph: Maximal power: 400 W — [644, 544, 700, 550]
paragraph: Инструкция – 1 шт. — [1072, 524, 1121, 531]
paragraph: Миксер – 1 шт. — [1072, 502, 1110, 508]
paragraph: Қоршаған ортаны қорғау мақсатында, аспаптың және қоректендіру элементтерінің (егер жинақтың құрамына кірсе) қызмет ету мерзімі аяқталғаннан кейін, оларды кәдімгі тұрмыстық қалдықтармен бірге лақтырмаңыз, аспап пен қоректендіру элементтерін әрі қарай кәдеге жарату үшін мамандандырылған пункттерге өткізіңіз. — [1500, 645, 1696, 678]
section-heading: МЕРЫ БЕЗОПАСНОСТИ — [866, 165, 938, 172]
section-heading: ТЕХНИЧЕСКИЕ ХАРАКТЕРИСТИКИ — [1072, 541, 1175, 548]
paragraph: «4» – кремді бұлғауға, десерттер және т.б. дайындауға арналған оңтайлы жылдамдық. — [1500, 397, 1689, 410]
paragraph: Құрылғы тасымалданғаннан кейін немесе төмен температурада сақталған жағдайда оны бөлме температурасында кем дегенде үш сағат ұстау қажет. — [1294, 745, 1487, 758]
text-column-left — [1294, 78, 1492, 832]
list-item: • After unit operation, set the switch (5) to the position «0» (off), and unplug the unit. — [650, 222, 848, 235]
